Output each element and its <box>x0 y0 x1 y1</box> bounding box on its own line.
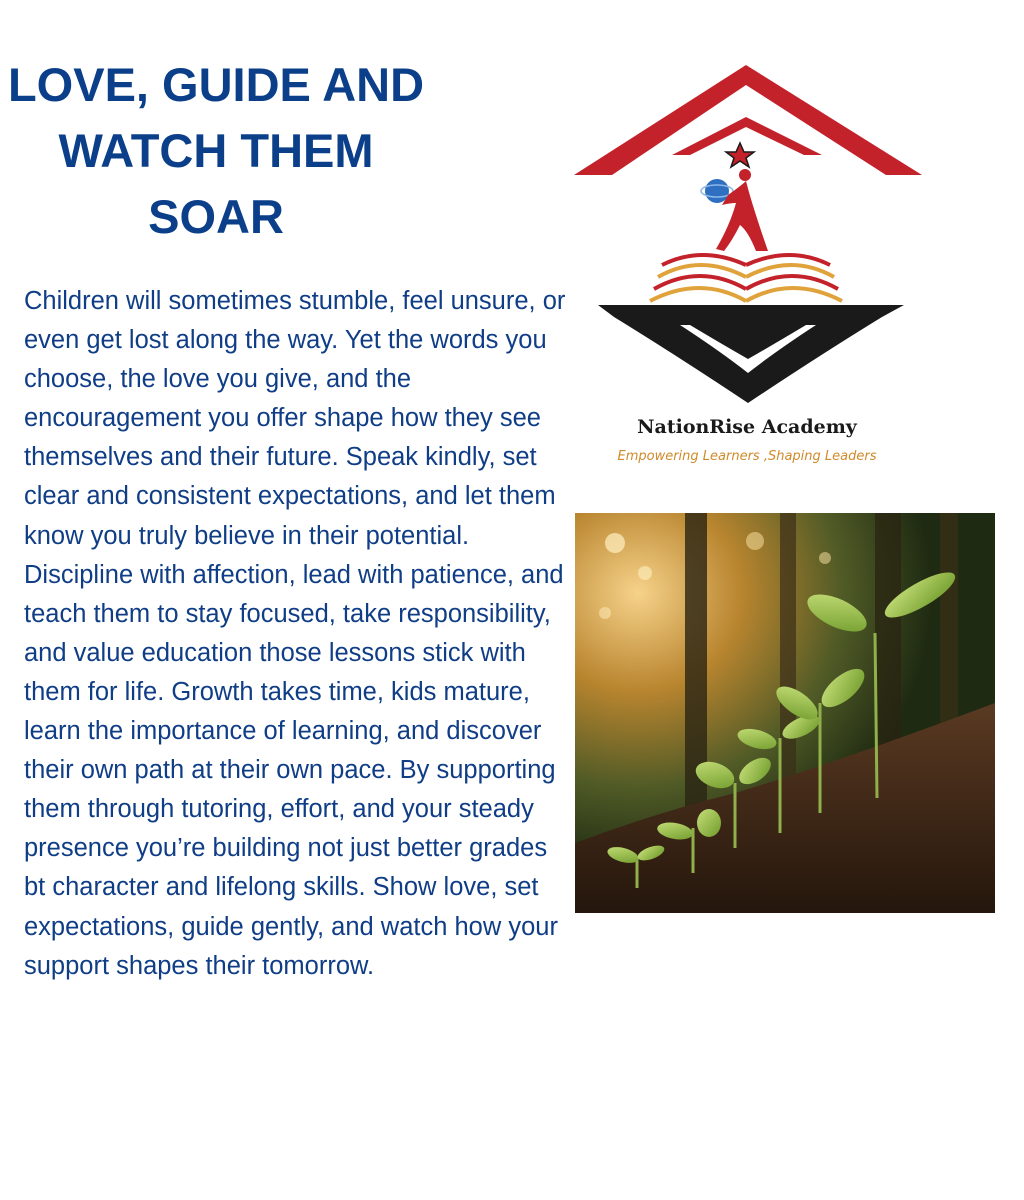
academy-tagline: Empowering Learners ,Shaping Leaders <box>617 449 877 464</box>
headline-line-2: WATCH THEM <box>58 124 374 177</box>
body-paragraph: Children will sometimes stumble, feel unsure, or even get lost along the way. Yet the words you choose, the love you give, and the encouragement you offer shape how they see themselves and their future. Speak kindly, set clear and consistent expectations, and let them know you truly believe in their potential. Discipline with affection, lead with patience, and teach them to stay focused, take responsibility, and value education those lessons stick with them for life. Growth takes time, kids mature, learn the importance of learning, and discover their own path at their own pace. By supporting them through tutoring, effort, and your steady presence you’re building not just better grades bt character and lifelong skills. Show love, set expectations, guide gently, and watch how your support shapes their tomorrow. <box>24 287 566 980</box>
figure-head-icon <box>739 169 751 181</box>
inner-roof-icon <box>672 117 822 155</box>
open-book-icon <box>650 255 842 301</box>
page-headline <box>0 52 432 250</box>
star-icon <box>726 143 754 167</box>
academy-logo <box>570 55 930 475</box>
academy-name: NationRise Academy <box>637 416 857 438</box>
seedlings-photo <box>575 513 995 913</box>
headline-line-1: LOVE, GUIDE AND <box>7 58 425 111</box>
headline-line-3: SOAR <box>148 190 284 243</box>
shield-icon <box>598 305 904 403</box>
